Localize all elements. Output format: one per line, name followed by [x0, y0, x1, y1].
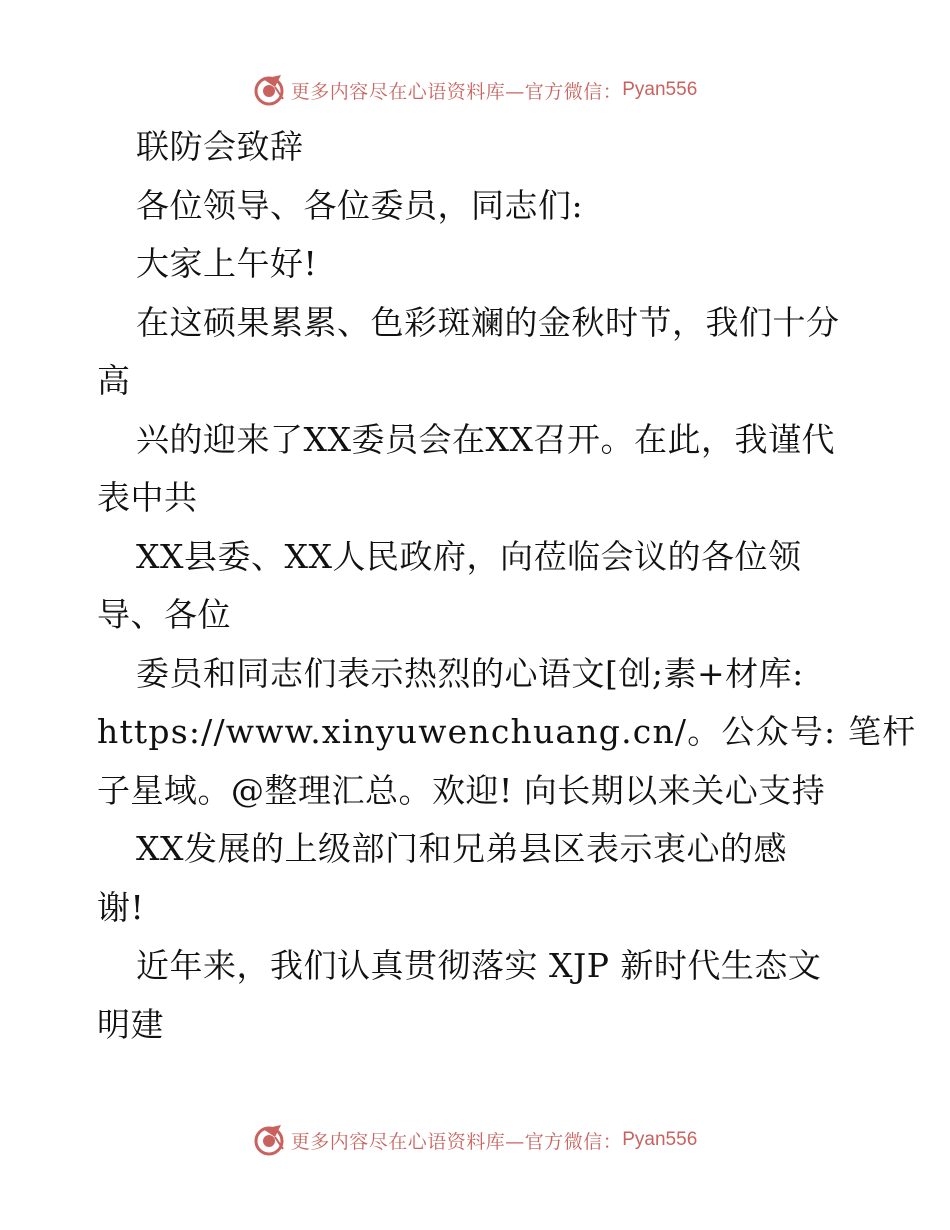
paragraph-line: 明建 — [97, 1004, 164, 1044]
salutation: 各位领导、各位委员，同志们: — [136, 185, 584, 225]
paragraph-line: 在这硕果累累、色彩斑斓的金秋时节，我们十分 — [136, 302, 840, 342]
paragraph-line: XX发展的上级部门和兄弟县区表示衷心的感 — [136, 829, 787, 868]
paragraph-line: 子星域。@整理汇总。欢迎! 向长期以来关心支持 — [97, 770, 826, 810]
paragraph-line: XX县委、XX人民政府，向莅临会议的各位领 — [136, 536, 802, 576]
doc-title: 联防会致辞 — [136, 127, 304, 166]
wechat-id: Pyan556 — [622, 1129, 698, 1150]
paragraph-line: 导、各位 — [97, 595, 231, 634]
watermark-text: 更多内容尽在心语资料库—官方微信： — [290, 80, 623, 103]
paragraph-line: 高 — [97, 361, 131, 400]
paragraph-line: 表中共 — [97, 478, 198, 517]
paragraph-line: 谢! — [97, 887, 145, 927]
paragraph-line-url: https://www.xinyuwenchuang.cn/。公众号: 笔杆 — [97, 712, 917, 751]
footer-watermark — [0, 1120, 950, 1160]
logo-icon — [253, 1123, 287, 1157]
paragraph-line: 近年来，我们认真贯彻落实 XJP 新时代生态文 — [136, 946, 822, 985]
logo-icon — [253, 73, 287, 107]
paragraph-line: 兴的迎来了XX委员会在XX召开。在此，我谨代 — [136, 419, 835, 459]
paragraph-line: 委员和同志们表示热烈的心语文[创;素+材库: — [136, 653, 804, 693]
document-body — [97, 118, 917, 1054]
greeting: 大家上午好! — [136, 244, 318, 283]
watermark-text: 更多内容尽在心语资料库—官方微信： — [290, 1130, 623, 1153]
header-watermark — [0, 70, 950, 110]
wechat-id: Pyan556 — [622, 79, 698, 100]
